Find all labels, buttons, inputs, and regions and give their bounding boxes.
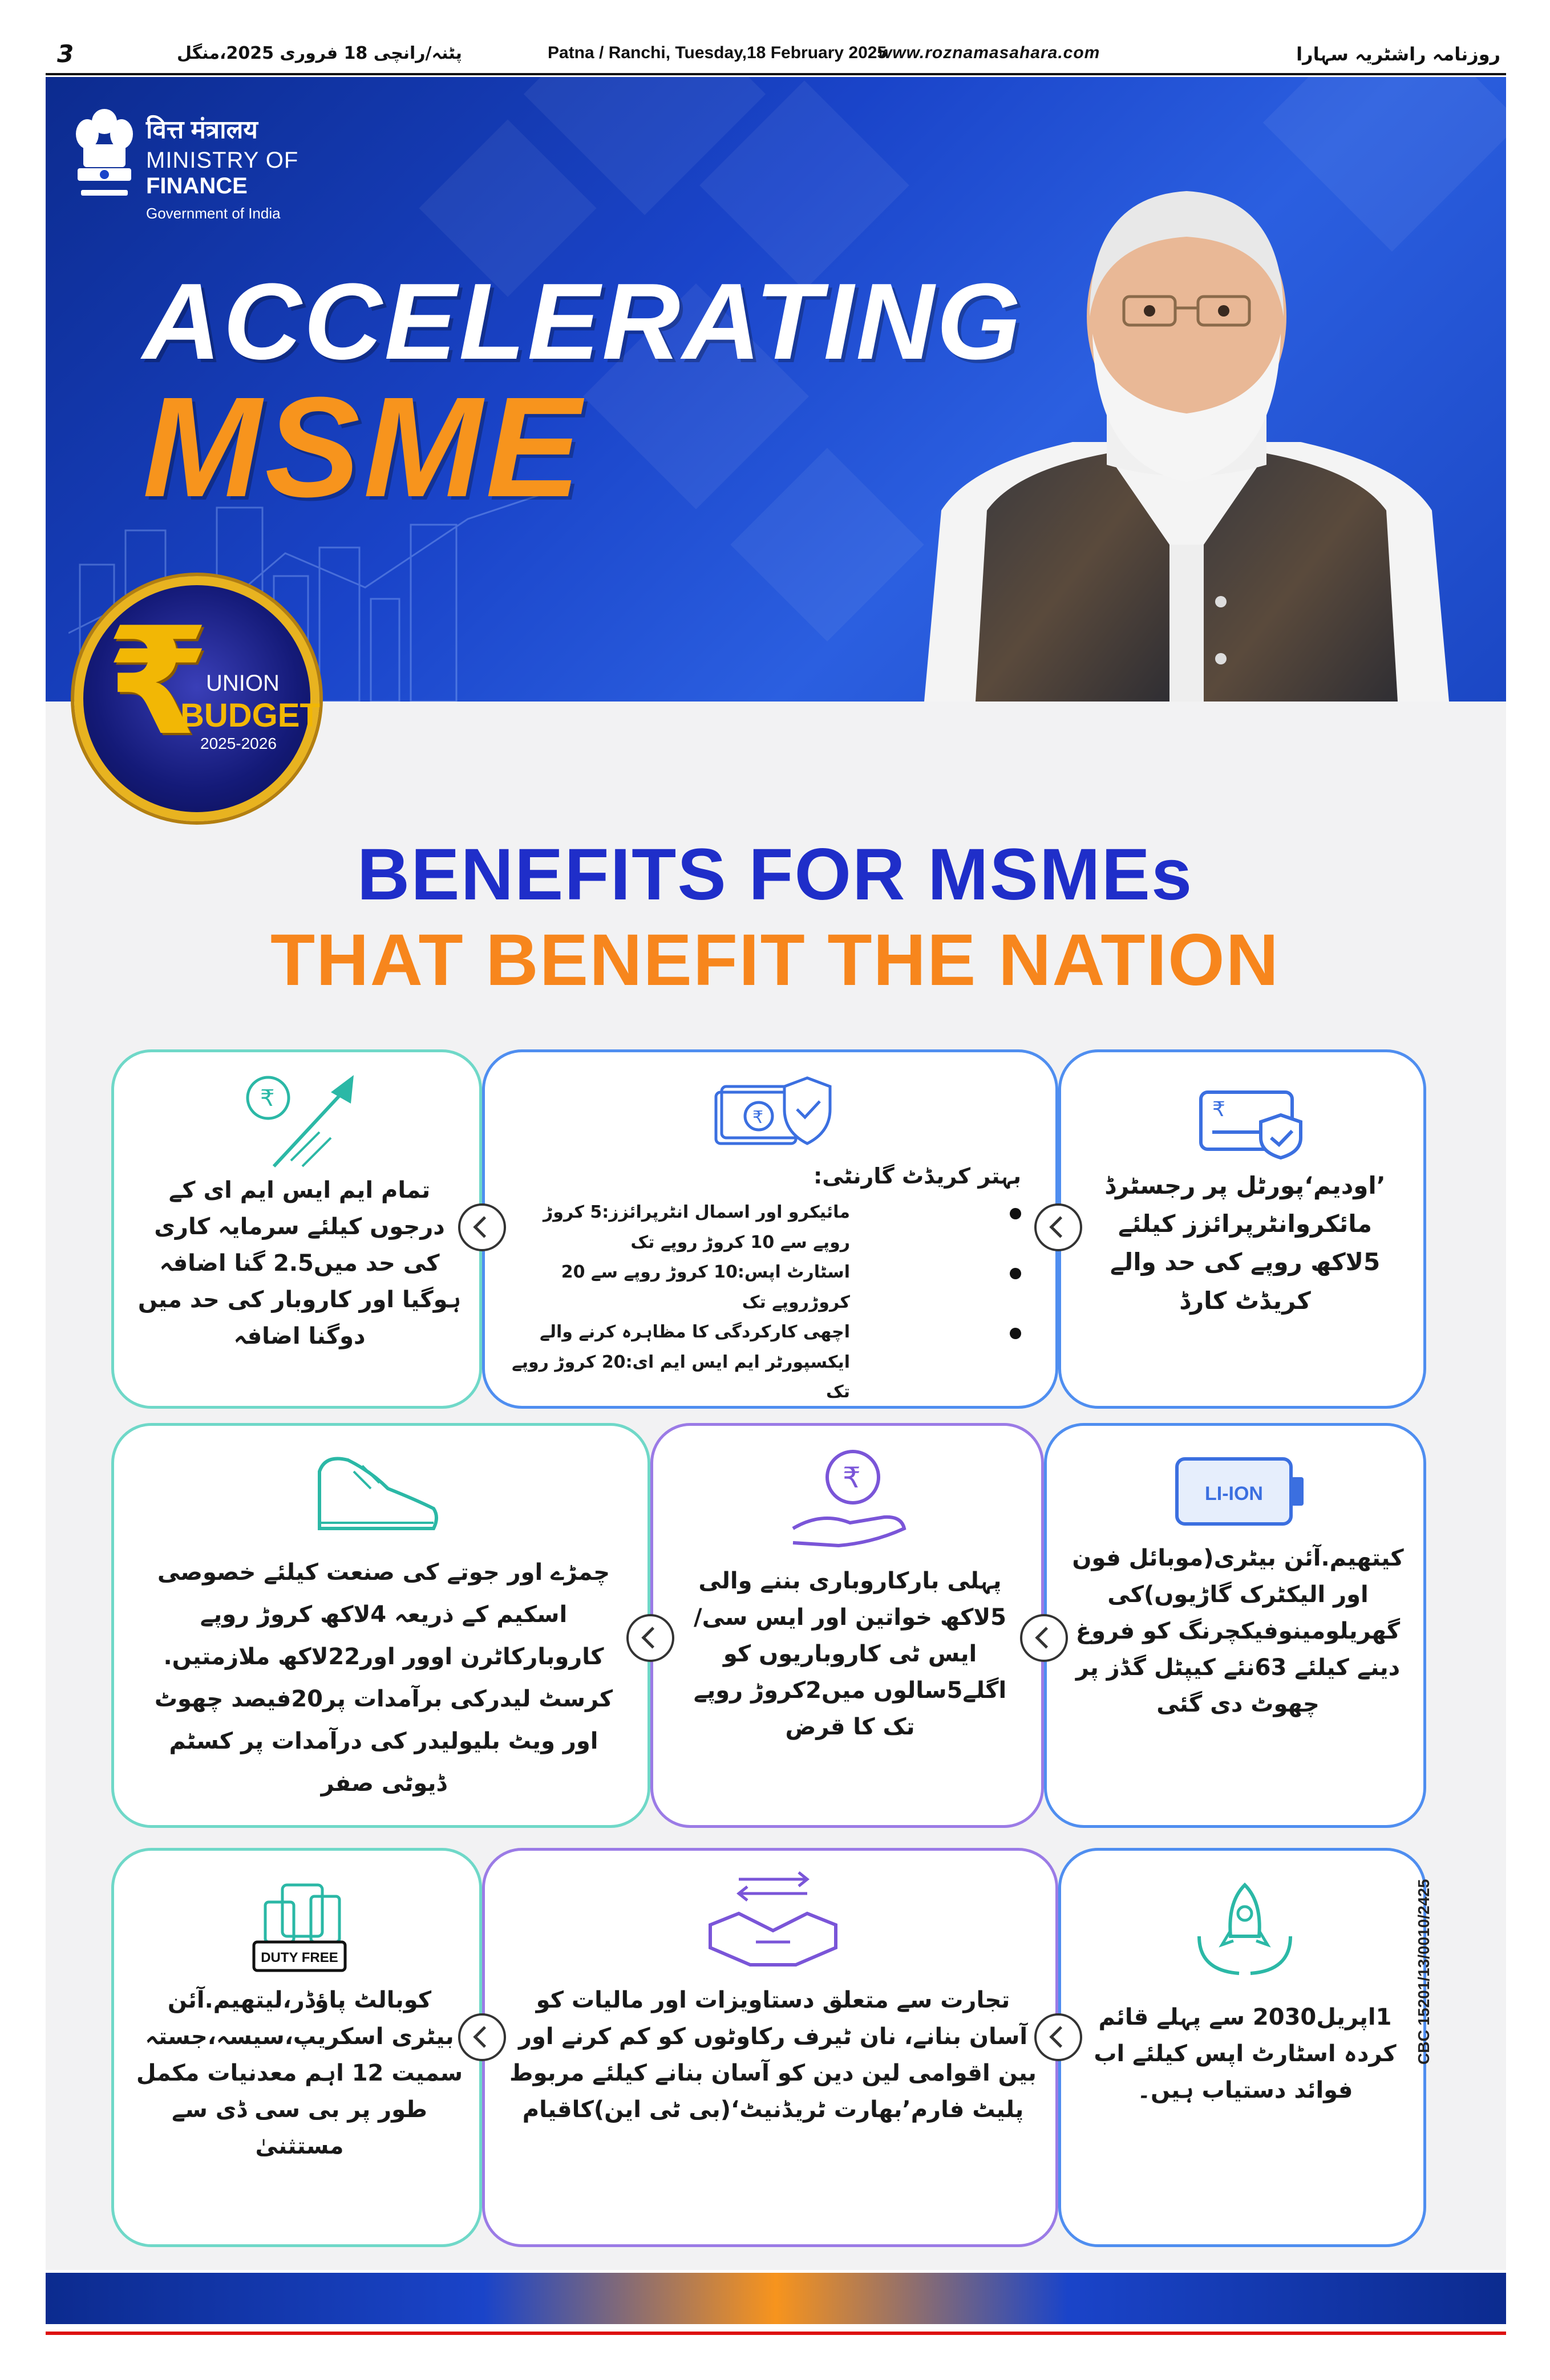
card-li-ion [1044, 1423, 1426, 1828]
website-url[interactable]: www.roznamasahara.com [879, 43, 1100, 62]
bg-tile [730, 448, 924, 641]
card-leather-footwear [111, 1423, 650, 1828]
battery-label: LI-ION [1205, 1483, 1263, 1505]
handshake-icon [705, 1862, 841, 1976]
english-date: Patna / Ranchi, Tuesday,18 February 2025 [548, 43, 887, 62]
list-item: اسٹارٹ اپس:10 کروڑ روپے سے 20 کروڑروپے تک [508, 1258, 1021, 1317]
title-benefits: BENEFITS FOR MSMEs [357, 834, 1193, 915]
rupee-icon: ₹ [106, 596, 209, 768]
national-emblem-icon [67, 104, 141, 207]
card-text: ’اودیم‘پورٹل پر رجسٹرڈ مائکروانٹرپرائزز کیلئے 5لاکھ روپے کی حد والے کریڈٹ کارڈ [1104, 1171, 1386, 1315]
card-text: پہلی بارکاروباری بننے والی 5لاکھ خواتین اور ایس سی/ ایس ٹی کاروباریوں کو اگلے5سالوں میں2کروڑ روپے تک کا قرض [693, 1568, 1007, 1740]
chevron-left-icon[interactable] [458, 2013, 506, 2061]
chevron-left-icon[interactable] [1034, 2013, 1082, 2061]
ministry-line3: Government of India [146, 205, 281, 222]
rupee-growth-arrow-icon [240, 1064, 359, 1172]
money-shield-icon [710, 1069, 836, 1155]
badge-years: 2025-2026 [200, 735, 277, 752]
card-text: تمام ایم ایس ایم ای کے درجوں کیلئے سرمایہ کاری کی حد میں2.5 گنا اضافہ ہوگیا اور کاروبار کی حد میں دوگنا اضافہ [137, 1177, 462, 1349]
card-investment-limit [111, 1049, 482, 1409]
urdu-date: پٹنہ/رانچی 18 فروری 2025،منگل [177, 43, 462, 63]
svg-text:₹: ₹ [752, 1108, 764, 1128]
rupee-hand-icon [787, 1443, 913, 1551]
masthead [46, 40, 1506, 74]
duty-free-bag-icon [248, 1868, 351, 1976]
guarantee-list [508, 1198, 1021, 1408]
battery-icon [1172, 1454, 1309, 1528]
union-budget-badge [74, 576, 319, 821]
page-number: 3 [57, 40, 74, 68]
chevron-left-icon[interactable] [458, 1203, 506, 1251]
badge-budget: BUDGET [180, 697, 320, 734]
card-credit-card [1058, 1049, 1426, 1409]
ministry-line1: MINISTRY OF [146, 148, 299, 173]
newspaper-name: روزنامہ راشٹریہ سہارا [1296, 43, 1500, 65]
card-text: تجارت سے متعلق دستاویزات اور مالیات کو آسان بنانے، نان ٹیرف رکاوٹوں کو کم کرنے اور بین اقوامی لین دین کو آسان بنانے کیلئے مربوط پلیٹ فارم’بھارت ٹریڈنیٹ‘(بی ٹی این)کاقیام [509, 1987, 1037, 2123]
card-text: کیتھیم.آئن بیٹری(موبائل فون اور الیکٹرک گاڑیوں)کی گھریلومینوفیکچرنگ کو فروغ دینے کیلئے 63نئے کیپٹل گڈز پر چھوٹ دی گئی [1072, 1545, 1404, 1717]
card-text: کوبالٹ پاؤڈر،لیتھیم.آئن بیٹری اسکریپ،سیسہ،جستہ سمیت 12 اہم معدنیات مکمل طور پر بی سی ڈی سے مستثنیٰ [136, 1987, 463, 2159]
headline-accelerating: ACCELERATING [143, 261, 1023, 382]
ministry-block [146, 111, 298, 222]
chevron-left-icon[interactable] [1034, 1203, 1082, 1251]
card-bharat-tradenet [482, 1848, 1058, 2247]
list-item: اچھی کارکردگی کا مظاہرہ کرنے والے ایکسپورٹر ایم ایس ایم ای:20 کروڑ روپے تک [508, 1317, 1021, 1408]
badge-union: UNION [206, 671, 280, 696]
card-critical-minerals [111, 1848, 482, 2247]
masthead-rule [46, 73, 1506, 75]
svg-text:₹: ₹ [260, 1085, 275, 1112]
headline-msme: MSME [143, 367, 584, 526]
card-text: 1اپریل2030 سے پہلے قائم کردہ اسٹارٹ اپس کیلئے اب فوائد دستیاب ہیں۔ [1094, 2004, 1397, 2103]
title-nation: THAT BENEFIT THE NATION [270, 919, 1280, 1001]
ad-code: CBC 15201/13/0010/2425 [1415, 1879, 1432, 2065]
svg-text:₹: ₹ [843, 1461, 861, 1494]
guarantee-heading: بہتر کریڈٹ گارنٹی: [814, 1163, 1021, 1189]
card-credit-guarantee [482, 1049, 1058, 1409]
leather-shoe-icon [308, 1437, 445, 1546]
ministry-line2: FINANCE [146, 173, 248, 198]
list-item: مائیکرو اور اسمال انٹرپرائزز:5 کروڑ روپے سے 10 کروڑ روپے تک [508, 1198, 1021, 1258]
card-text: چمڑے اور جوتے کی صنعت کیلئے خصوصی اسکیم کے ذریعہ 4لاکھ کروڑ روپے کاروبارکاٹرن اوور اور22لاکھ ملازمتیں. کرسٹ لیدرکی برآمدات پر20فیصد چھوٹ اور ویٹ بلیولیدر کی درآمدات پر کسٹم ڈیوٹی صفر [154, 1559, 613, 1797]
ministry-hindi: वित्त मंत्रालय [146, 116, 258, 144]
guarantee-bullets [508, 1163, 1021, 1408]
duty-free-label: DUTY FREE [261, 1950, 338, 1965]
chevron-left-icon[interactable] [626, 1614, 674, 1662]
svg-text:₹: ₹ [1212, 1098, 1225, 1121]
credit-card-shield-icon [1195, 1081, 1309, 1161]
footer-rule [46, 2332, 1506, 2335]
card-startups [1058, 1848, 1426, 2247]
portrait-photo [901, 145, 1472, 702]
rocket-hands-icon [1188, 1874, 1302, 1982]
footer-band [46, 2273, 1506, 2324]
chevron-left-icon[interactable] [1020, 1614, 1068, 1662]
card-women-entrepreneurs [650, 1423, 1044, 1828]
